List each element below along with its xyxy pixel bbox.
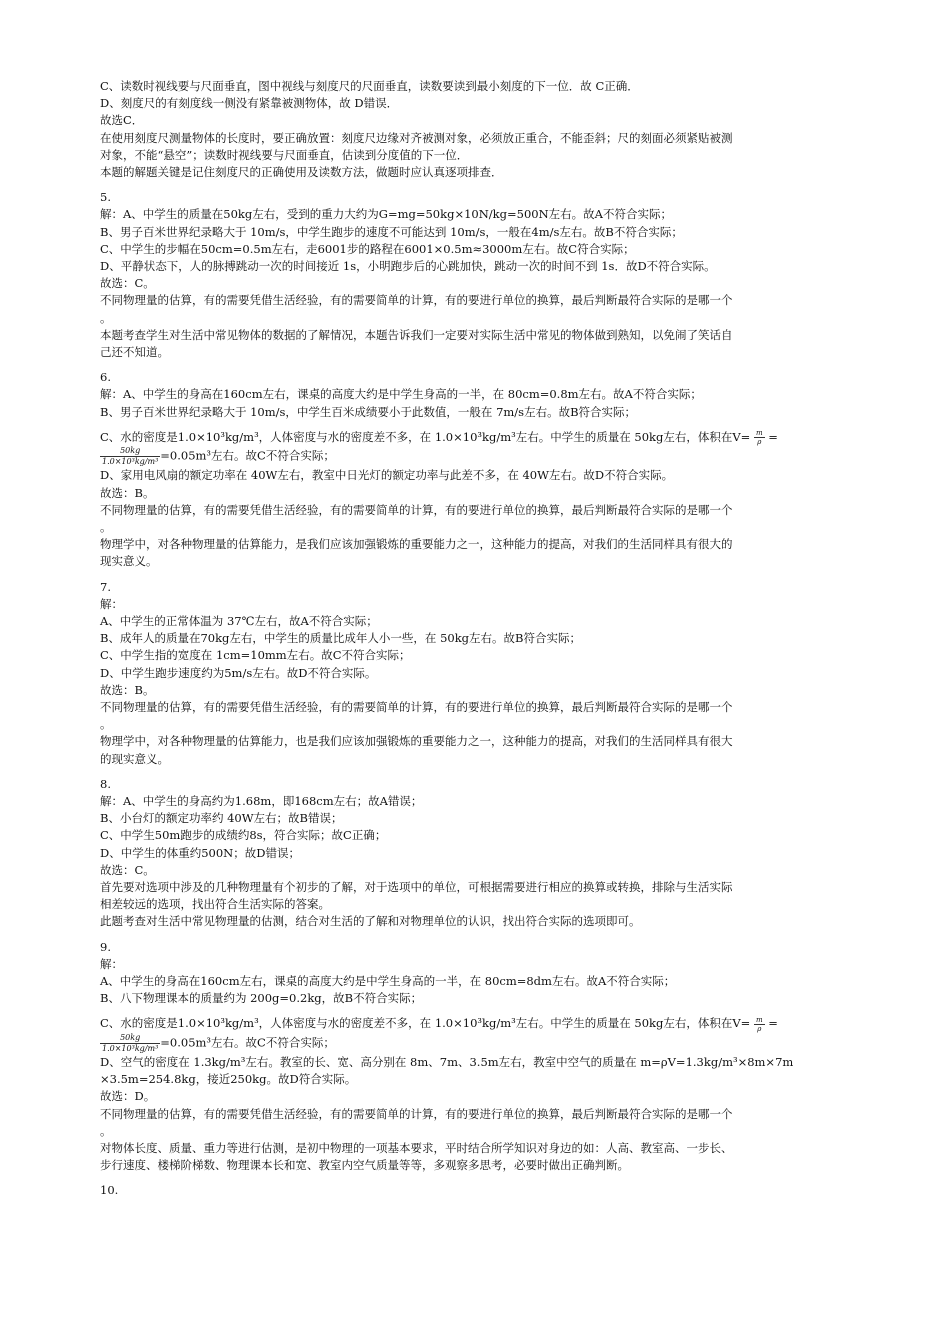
text-line: B、小台灯的额定功率约 40W左右；故B错误； <box>100 811 343 826</box>
text-line: 解：A、中学生的身高在160cm左右，课桌的高度大约是中学生身高的一半，在 80cm=0.8m左右。故A不符合实际； <box>100 387 702 402</box>
text-line: 。 <box>100 717 112 732</box>
question-number: 8. <box>100 776 111 791</box>
question-number: 7. <box>100 579 111 594</box>
text-line: 相差较远的选项，找出符合生活实际的答案。 <box>100 897 330 912</box>
text-line: B、成年人的质量在70kg左右，中学生的质量比成年人小一些，在 50kg左右。故B符合实际； <box>100 631 581 646</box>
text-line: C、水的密度是1.0×10³kg/m³，人体密度与水的密度差不多，在 1.0×10³kg/m³左右。中学生的质量在 50kg左右，体积在V= <box>100 1016 751 1031</box>
text-line: C、中学生指的宽度在 1cm=10mm左右。故C不符合实际； <box>100 648 411 663</box>
text-line: 故选：B。 <box>100 682 155 697</box>
fraction-volume: $\frac{50kg}{\text{1.0×10³kg/m³}}$ <box>102 1032 159 1053</box>
text-line: 解：A、中学生的质量在50kg左右，受到的重力大约为G=mg=50kg×10N/kg=500N左右。故A不符合实际； <box>100 207 672 222</box>
text-line: C、水的密度是1.0×10³kg/m³，人体密度与水的密度差不多，在 1.0×10³kg/m³左右。中学生的质量在 50kg左右，体积在V= <box>100 429 751 444</box>
question-number: 5. <box>100 190 111 205</box>
text-line: 现实意义。 <box>100 554 158 569</box>
text-line: 的现实意义。 <box>100 751 169 766</box>
text-line: =0.05m³左右。故C不符合实际； <box>160 1035 335 1050</box>
text-line: 故选C． <box>100 113 144 128</box>
text-line: 此题考查对生活中常见物理量的估测，结合对生活的了解和对物理单位的认识，找出符合实际的选项即可。 <box>100 914 641 929</box>
text-line: D、空气的密度在 1.3kg/m³左右。教室的长、宽、高分别在 8m、7m、3.5m左右，教室中空气的质量在 m=ρV=1.3kg/m³×8m×7m <box>100 1054 794 1069</box>
text-line: 己还不知道。 <box>100 345 169 360</box>
question-9 <box>100 939 830 1175</box>
answer-page <box>100 78 830 1200</box>
text-line: 解：A、中学生的身高约为1.68m，即168cm左右；故A错误； <box>100 794 423 809</box>
formula-line <box>100 1033 830 1054</box>
text-line: 不同物理量的估算，有的需要凭借生活经验，有的需要简单的计算，有的要进行单位的换算，最后判断最符合实际的是哪一个 <box>100 502 733 517</box>
text-line: B、男子百米世界纪录略大于 10m/s，中学生跑步的速度不可能达到 10m/s，一般在4m/s左右。故B不符合实际； <box>100 224 683 239</box>
formula-line <box>100 1015 830 1033</box>
question-8 <box>100 776 830 931</box>
text-line: =0.05m³左右。故C不符合实际； <box>160 448 335 463</box>
text-line: D、中学生跑步速度约为5m/s左右。故D不符合实际。 <box>100 665 377 680</box>
text-line: 对物体长度、质量、重力等进行估测，是初中物理的一项基本要求，平时结合所学知识对身边的如：人高、教室高、一步长、 <box>100 1140 733 1155</box>
text-line: 解： <box>100 956 123 971</box>
question-10 <box>100 1182 830 1199</box>
text-line: ×3.5m=254.8kg，接近250kg。故D符合实际。 <box>100 1072 357 1087</box>
text-line: 。 <box>100 519 112 534</box>
text-line: 故选：C。 <box>100 276 155 291</box>
text-line: 本题的解题关键是记住刻度尺的正确使用及读数方法，做题时应认真逐项排查． <box>100 165 503 180</box>
text-line: D、刻度尺的有刻度线一侧没有紧靠被测物体，故 D错误． <box>100 96 399 111</box>
fraction-volume: $\frac{50kg}{\text{1.0×10³kg/m³}}$ <box>102 446 159 467</box>
text-line: C、读数时视线要与尺面垂直，图中视线与刻度尺的尺面垂直，读数要读到最小刻度的下一位．故 C正确． <box>100 79 639 93</box>
text-line: 不同物理量的估算，有的需要凭借生活经验，有的需要简单的计算，有的要进行单位的换算，最后判断最符合实际的是哪一个 <box>100 700 733 714</box>
question-6 <box>100 369 830 570</box>
question-number: 9. <box>100 939 111 954</box>
text-line: 对象，不能“悬空”；读数时视线要与尺面垂直，估读到分度值的下一位． <box>100 147 469 162</box>
text-line: 不同物理量的估算，有的需要凭借生活经验，有的需要简单的计算，有的要进行单位的换算，最后判断最符合实际的是哪一个 <box>100 293 733 308</box>
fraction-m-over-rho: $\frac{m}{\rho}$ <box>755 1015 763 1033</box>
formula-line <box>100 446 830 467</box>
text-line: A、中学生的身高在160cm左右，课桌的高度大约是中学生身高的一半，在 80cm=8dm左右。故A不符合实际； <box>100 974 676 989</box>
text-line: D、家用电风扇的额定功率在 40W左右，教室中日光灯的额定功率与此差不多，在 40W左右。故D不符合实际。 <box>100 468 674 483</box>
question-number: 6. <box>100 370 111 385</box>
text-line: 本题考查学生对生活中常见物体的数据的了解情况，本题告诉我们一定要对实际生活中常见的物体做到熟知，以免闹了笑话自 <box>100 327 733 342</box>
text-line: 物理学中，对各种物理量的估算能力，是我们应该加强锻炼的重要能力之一，这种能力的提高，对我们的生活同样具有很大的 <box>100 537 733 552</box>
text-line: 。 <box>100 310 112 325</box>
equals-sign: = <box>768 1016 778 1031</box>
text-line: 。 <box>100 1123 112 1138</box>
text-line: 故选：B。 <box>100 485 155 500</box>
formula-line <box>100 429 830 447</box>
text-line: B、八下物理课本的质量约为 200g=0.2kg，故B不符合实际； <box>100 991 423 1006</box>
text-line: B、男子百米世界纪录略大于 10m/s，中学生百米成绩要小于此数值，一般在 7m/s左右。故B符合实际； <box>100 404 637 419</box>
text-line: D、平静状态下，人的脉搏跳动一次的时间接近 1s，小明跑步后的心跳加快，跳动一次的时间不到 1s．故D不符合实际。 <box>100 259 716 274</box>
question-number: 10. <box>100 1183 119 1198</box>
question-7 <box>100 579 830 768</box>
text-line: C、中学生50m跑步的成绩约8s，符合实际；故C正确； <box>100 828 387 843</box>
question-5 <box>100 189 830 361</box>
equals-sign: = <box>768 429 778 444</box>
text-line: 故选：D。 <box>100 1089 156 1104</box>
text-line: 物理学中，对各种物理量的估算能力，也是我们应该加强锻炼的重要能力之一，这种能力的提高，对我们的生活同样具有很大 <box>100 734 733 749</box>
fraction-m-over-rho: $\frac{m}{\rho}$ <box>755 429 763 447</box>
text-line: 故选：C。 <box>100 862 155 877</box>
text-line: A、中学生的正常体温为 37℃左右，故A不符合实际； <box>100 613 378 628</box>
section-top <box>100 78 830 181</box>
text-line: 解： <box>100 596 123 611</box>
text-line: C、中学生的步幅在50cm=0.5m左右，走6001步的路程在6001×0.5m≈3000m左右。故C符合实际； <box>100 241 635 256</box>
text-line: 在使用刻度尺测量物体的长度时，要正确放置：刻度尺边缘对齐被测对象，必须放正重合，不能歪斜；尺的刻面必须紧贴被测 <box>100 130 733 145</box>
text-line: D、中学生的体重约500N；故D错误； <box>100 845 300 860</box>
text-line: 步行速度、楼梯阶梯数、物理课本长和宽、教室内空气质量等等，多观察多思考，必要时做出正确判断。 <box>100 1158 629 1173</box>
text-line: 首先要对选项中涉及的几种物理量有个初步的了解，对于选项中的单位，可根据需要进行相应的换算或转换，排除与生活实际 <box>100 880 733 895</box>
text-line: 不同物理量的估算，有的需要凭借生活经验，有的需要简单的计算，有的要进行单位的换算，最后判断最符合实际的是哪一个 <box>100 1106 733 1121</box>
